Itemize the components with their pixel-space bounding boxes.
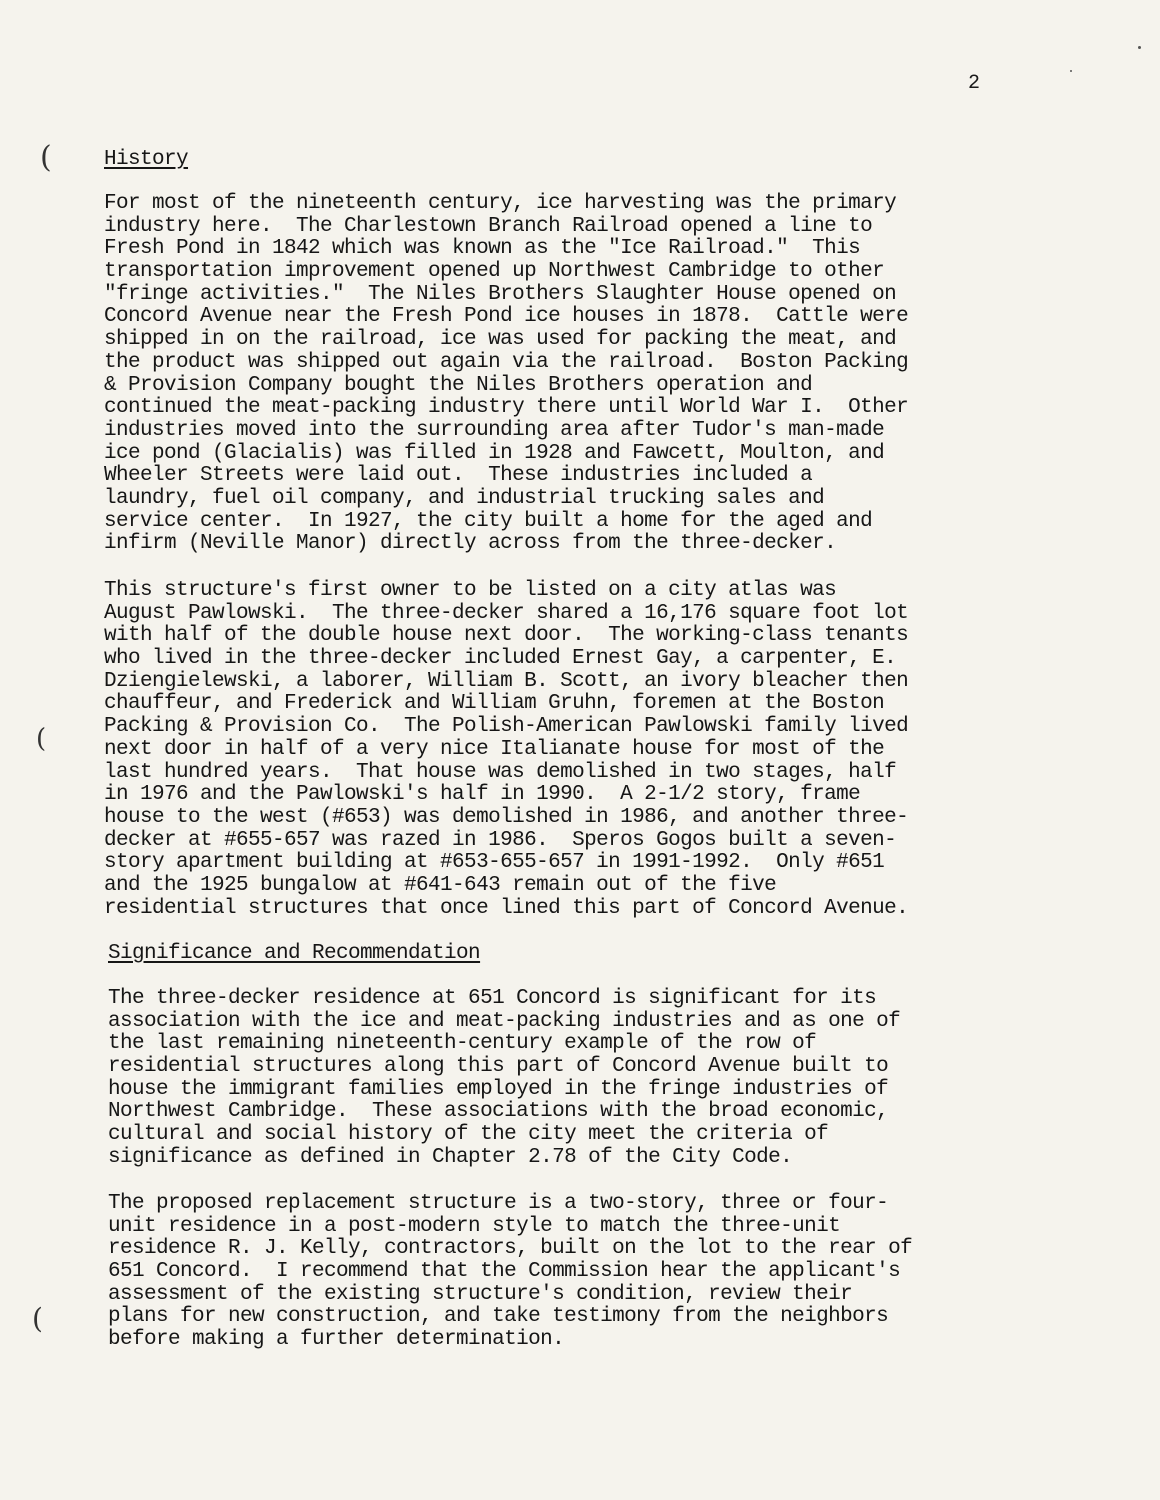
text-line: decker at #655-657 was razed in 1986. Speros Gogos built a seven-: [104, 828, 897, 852]
text-line: For most of the nineteenth century, ice harvesting was the primary: [104, 192, 897, 215]
punch-hole-mark-middle: (: [36, 724, 47, 754]
history-paragraph-2: [104, 580, 1064, 920]
text-line: This structure's first owner to be listed on a city atlas was: [104, 579, 837, 602]
punch-hole-mark-top: (: [40, 140, 52, 175]
text-line: Concord Avenue near the Fresh Pond ice houses in 1878. Cattle were: [104, 305, 909, 329]
text-line: laundry, fuel oil company, and industrial trucking sales and: [104, 486, 825, 510]
text-line: The proposed replacement structure is a two-story, three or four-: [108, 1192, 889, 1215]
text-line: who lived in the three-decker included Ernest Gay, a carpenter, E.: [104, 647, 897, 671]
text-line: the product was shipped out again via the railroad. Boston Packing: [104, 350, 909, 374]
punch-hole-mark-bottom: (: [32, 1302, 43, 1335]
text-line: house the immigrant families employed in the fringe industries of: [108, 1077, 889, 1101]
text-line: industry here. The Charlestown Branch Railroad opened a line to: [104, 214, 873, 238]
scan-speck: [1138, 46, 1141, 49]
text-line: with half of the double house next door. The working-class tenants: [104, 624, 909, 648]
text-line: service center. In 1927, the city built a home for the aged and: [104, 509, 873, 533]
text-line: house to the west (#653) was demolished in 1986, and another three-: [104, 805, 909, 829]
text-line: industries moved into the surrounding area after Tudor's man-made: [104, 418, 885, 442]
text-line: association with the ice and meat-packing industries and as one of: [108, 1009, 901, 1033]
significance-paragraph-1: [108, 988, 1068, 1170]
text-line: Dziengielewski, a laborer, William B. Scott, an ivory bleacher then: [104, 669, 909, 693]
text-line: Packing & Provision Co. The Polish-American Pawlowski family lived: [104, 715, 909, 739]
text-line: continued the meat-packing industry there until World War I. Other: [104, 396, 909, 420]
text-line: & Provision Company bought the Niles Brothers operation and: [104, 373, 813, 397]
text-line: "fringe activities." The Niles Brothers Slaughter House opened on: [104, 282, 897, 306]
text-line: last hundred years. That house was demolished in two stages, half: [104, 760, 897, 784]
text-line: the last remaining nineteenth-century example of the row of: [108, 1032, 817, 1056]
text-line: Wheeler Streets were laid out. These industries included a: [104, 464, 813, 488]
text-line: shipped in on the railroad, ice was used for packing the meat, and: [104, 328, 897, 352]
text-line: residential structures along this part of Concord Avenue built to: [108, 1055, 889, 1079]
text-line: transportation improvement opened up Northwest Cambridge to other: [104, 260, 885, 284]
text-line: significance as defined in Chapter 2.78 of the City Code.: [108, 1145, 793, 1169]
text-line: story apartment building at #653-655-657 in 1991-1992. Only #651: [104, 851, 885, 875]
text-line: chauffeur, and Frederick and William Gruhn, foremen at the Boston: [104, 692, 885, 716]
history-heading: History: [104, 148, 189, 171]
text-line: Fresh Pond in 1842 which was known as the "Ice Railroad." This: [104, 237, 861, 261]
scan-speck: [1070, 70, 1072, 72]
text-line: assessment of the existing structure's condition, review their: [108, 1282, 853, 1306]
text-line: The three-decker residence at 651 Concord is significant for its: [108, 987, 877, 1010]
text-line: residence R. J. Kelly, contractors, built on the lot to the rear of: [108, 1237, 913, 1261]
page-number: 2: [968, 72, 981, 95]
text-line: unit residence in a post-modern style to match the three-unit: [108, 1214, 841, 1238]
history-paragraph-1: [104, 193, 1064, 556]
text-line: August Pawlowski. The three-decker shared a 16,176 square foot lot: [104, 601, 909, 625]
text-line: plans for new construction, and take testimony from the neighbors: [108, 1305, 889, 1329]
significance-paragraph-2: [108, 1193, 1068, 1352]
text-line: in 1976 and the Pawlowski's half in 1990. A 2-1/2 story, frame: [104, 783, 861, 807]
significance-heading: Significance and Recommendation: [108, 942, 481, 965]
text-line: Northwest Cambridge. These associations with the broad economic,: [108, 1100, 889, 1124]
text-line: and the 1925 bungalow at #641-643 remain out of the five: [104, 873, 777, 897]
text-line: residential structures that once lined this part of Concord Avenue.: [104, 896, 909, 920]
text-line: next door in half of a very nice Italianate house for most of the: [104, 737, 885, 761]
text-line: ice pond (Glacialis) was filled in 1928 and Fawcett, Moulton, and: [104, 441, 885, 465]
text-line: before making a further determination.: [108, 1328, 565, 1352]
text-line: 651 Concord. I recommend that the Commission hear the applicant's: [108, 1260, 901, 1284]
text-line: cultural and social history of the city meet the criteria of: [108, 1123, 829, 1147]
text-line: infirm (Neville Manor) directly across from the three-decker.: [104, 532, 837, 556]
